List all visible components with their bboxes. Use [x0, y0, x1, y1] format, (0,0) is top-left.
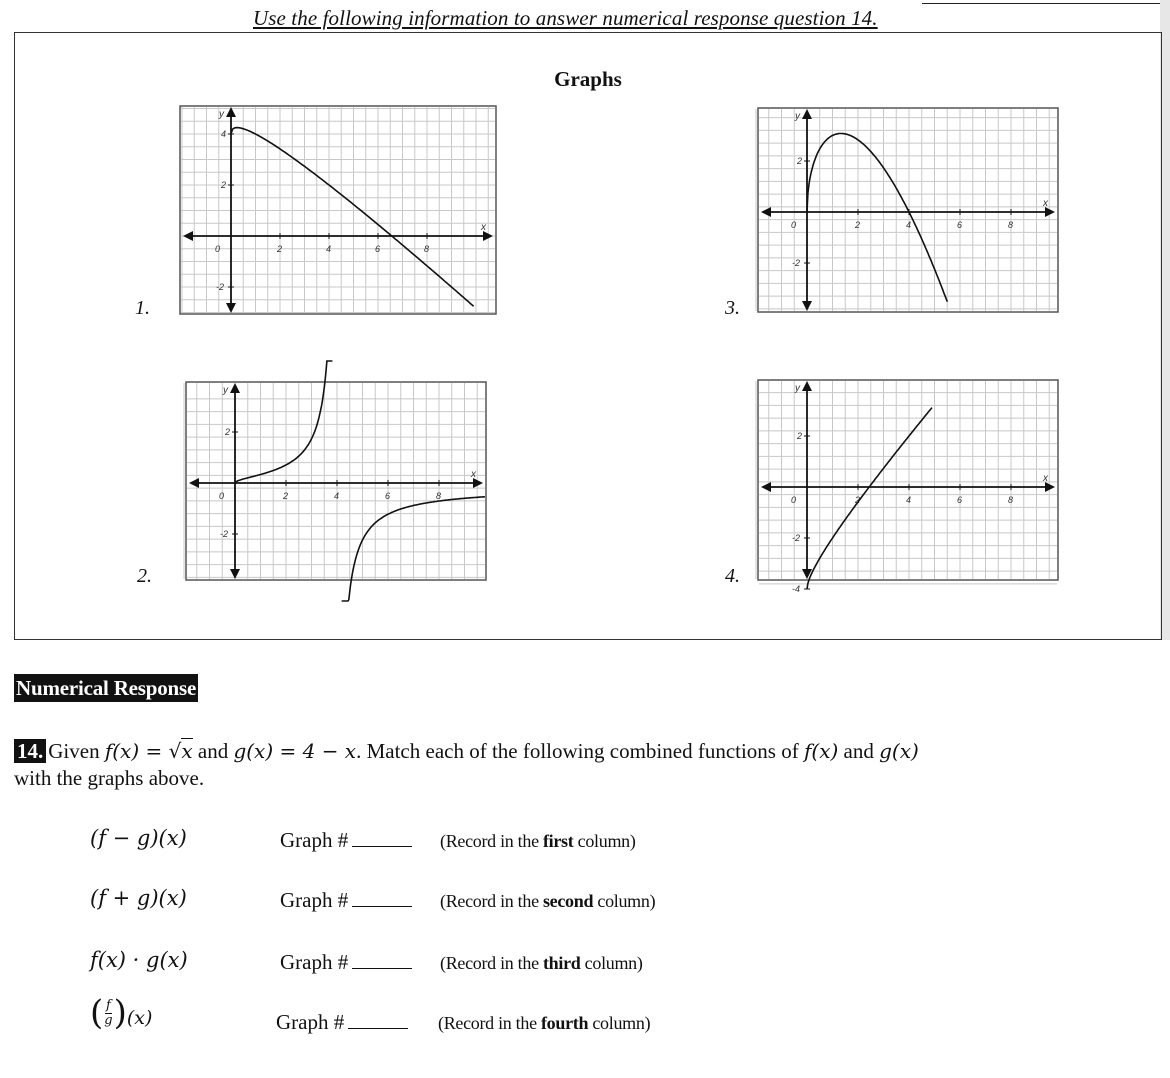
graphs-frame	[14, 32, 1162, 640]
y-tick-label: 2	[797, 156, 803, 166]
x-tick-label: 0	[215, 244, 221, 254]
answer-row-4	[0, 993, 900, 1038]
y-axis-label: y	[219, 109, 224, 120]
f-definition: f(x) =	[104, 739, 169, 763]
x-tick-label: 0	[791, 220, 797, 230]
answer-blank-3[interactable]	[352, 952, 412, 969]
intro-text: Use the following information to answer numerical response question 14.	[253, 6, 878, 30]
y-tick-label: -2	[792, 258, 801, 268]
x-tick-label: 8	[1008, 495, 1014, 505]
x-tick-label: 6	[957, 495, 963, 505]
x-tick-label: 2	[855, 495, 861, 505]
graph-3-label: 3.	[725, 297, 740, 319]
x-tick-label: 4	[334, 491, 340, 501]
record-note-3: (Record in the third column)	[440, 953, 643, 973]
record-note-2: (Record in the second column)	[440, 891, 656, 911]
x-axis-label: x	[1043, 473, 1048, 484]
expr-f-plus-g: (f + g)(x)	[90, 886, 187, 910]
y-axis-label: y	[223, 385, 228, 396]
question-number: 14.	[14, 739, 46, 763]
x-axis-label: x	[471, 469, 476, 480]
record-note-1: (Record in the first column)	[440, 831, 636, 851]
y-axis-label: y	[795, 383, 800, 394]
graph-3-plot	[757, 107, 1059, 313]
y-axis-label: y	[795, 111, 800, 122]
graph-4	[757, 379, 1059, 594]
frame-title: Graphs	[554, 67, 622, 91]
x-tick-label: 4	[906, 220, 912, 230]
x-tick-label: 2	[277, 244, 283, 254]
x-tick-label: 8	[436, 491, 442, 501]
y-tick-label: -2	[220, 529, 229, 539]
answer-blank-2[interactable]	[352, 890, 412, 907]
y-tick-label: 2	[221, 180, 227, 190]
graph-2-plot	[185, 381, 487, 581]
expr-f-times-g: f(x) · g(x)	[90, 948, 188, 972]
x-tick-label: 4	[326, 244, 332, 254]
y-tick-label: -2	[216, 282, 225, 292]
x-tick-label: 4	[906, 495, 912, 505]
graph-number-label: Graph #	[276, 1010, 345, 1034]
expr-f-minus-g: (f − g)(x)	[90, 826, 187, 850]
x-tick-label: 6	[385, 491, 391, 501]
record-note-4: (Record in the fourth column)	[438, 1013, 651, 1033]
f-radicand: x	[181, 739, 193, 763]
answer-row-3	[0, 946, 900, 982]
numerical-response-badge: Numerical Response	[16, 676, 197, 700]
graph-2	[185, 381, 487, 581]
graph-1	[179, 105, 497, 315]
answer-blank-1[interactable]	[352, 830, 412, 847]
x-tick-label: 6	[375, 244, 381, 254]
x-tick-label: 2	[283, 491, 289, 501]
graph-4-label: 4.	[725, 565, 740, 587]
question-and-2: and	[843, 739, 874, 763]
graph-4-plot	[757, 379, 1059, 594]
header-rule	[922, 3, 1162, 4]
question-and-1: and	[197, 739, 229, 763]
graph-1-label: 1.	[135, 297, 150, 319]
graph-3	[757, 107, 1059, 313]
x-tick-label: 0	[219, 491, 225, 501]
graph-border	[758, 380, 1058, 580]
x-tick-label: 8	[1008, 220, 1014, 230]
x-tick-label: 6	[957, 220, 963, 230]
g-definition: g(x) = 4 − x	[233, 739, 357, 763]
graph-2-label: 2.	[137, 565, 152, 587]
question-sentence: . Match each of the following combined functions of	[356, 739, 799, 763]
question-line-2: with the graphs above.	[14, 766, 205, 790]
x-tick-label: 0	[791, 495, 797, 505]
question-given: Given	[48, 739, 100, 763]
expr-f-over-g: ( f g ) (x)	[90, 993, 153, 1033]
y-tick-label: -2	[792, 533, 801, 543]
answer-blank-4[interactable]	[348, 1012, 408, 1029]
graph-number-label: Graph #	[280, 950, 349, 974]
graph-number-label: Graph #	[280, 828, 349, 852]
y-tick-label: 4	[221, 129, 227, 139]
question-text: 14. Given f(x) = √x and g(x) = 4 − x. Match each of the following combined functions of f(x) and g(x) with the graphs above.	[14, 739, 919, 790]
x-tick-label: 2	[855, 220, 861, 230]
x-tick-label: 8	[424, 244, 430, 254]
y-tick-label: 2	[225, 427, 231, 437]
answer-row-2	[0, 884, 900, 920]
y-tick-label: 2	[797, 431, 803, 441]
graph-1-plot	[179, 105, 497, 315]
x-axis-label: x	[481, 222, 486, 233]
y-tick-label: -4	[792, 584, 801, 594]
g-reference: g(x)	[879, 739, 919, 763]
answer-row-1	[0, 824, 900, 860]
graph-number-label: Graph #	[280, 888, 349, 912]
f-reference: f(x)	[803, 739, 839, 763]
x-axis-label: x	[1043, 198, 1048, 209]
